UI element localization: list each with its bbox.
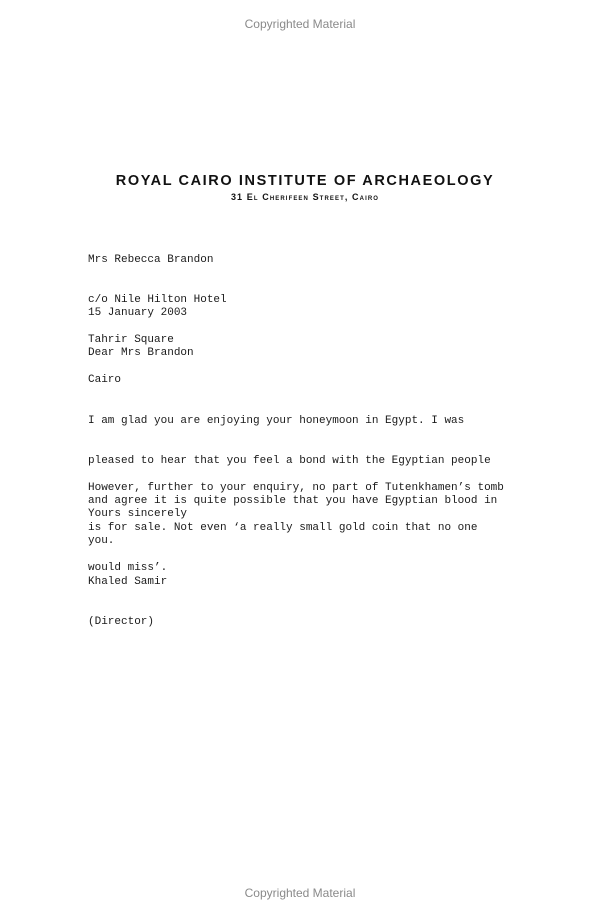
salutation: Dear Mrs Brandon [88, 347, 194, 359]
paragraph-line: you. [88, 535, 115, 548]
copyright-watermark-bottom: Copyrighted Material [244, 886, 356, 900]
organization-address: 31 El Cherifeen Street, Cairo [230, 192, 380, 202]
paragraph-line: pleased to hear that you feel a bond with the Egyptian people [88, 455, 491, 468]
copyright-watermark-top: Copyrighted Material [244, 17, 356, 31]
closing: Yours sincerely [88, 508, 188, 520]
signature-title: (Director) [88, 616, 155, 629]
signature-block [88, 549, 528, 643]
letter-date: 15 January 2003 [88, 307, 188, 319]
letterhead [0, 172, 600, 203]
recipient-street: Tahrir Square [88, 334, 174, 347]
recipient-name: Mrs Rebecca Brandon [88, 253, 214, 266]
recipient-city: Cairo [88, 374, 122, 387]
signature-name: Khaled Samir [88, 575, 168, 588]
paragraph-line: However, further to your enquiry, no part of Tutenkhamen’s tomb [88, 481, 504, 494]
organization-name: ROYAL CAIRO INSTITUTE OF ARCHAEOLOGY [115, 173, 495, 189]
recipient-hotel: c/o Nile Hilton Hotel [88, 294, 227, 307]
paragraph-line: I am glad you are enjoying your honeymoon in Egypt. I was [88, 414, 465, 427]
paragraph-line: and agree it is quite possible that you have Egyptian blood in [88, 495, 498, 508]
paragraph-line: would miss’. [88, 562, 168, 575]
paragraph-line: is for sale. Not even ‘a really small gold coin that no one [88, 522, 478, 535]
